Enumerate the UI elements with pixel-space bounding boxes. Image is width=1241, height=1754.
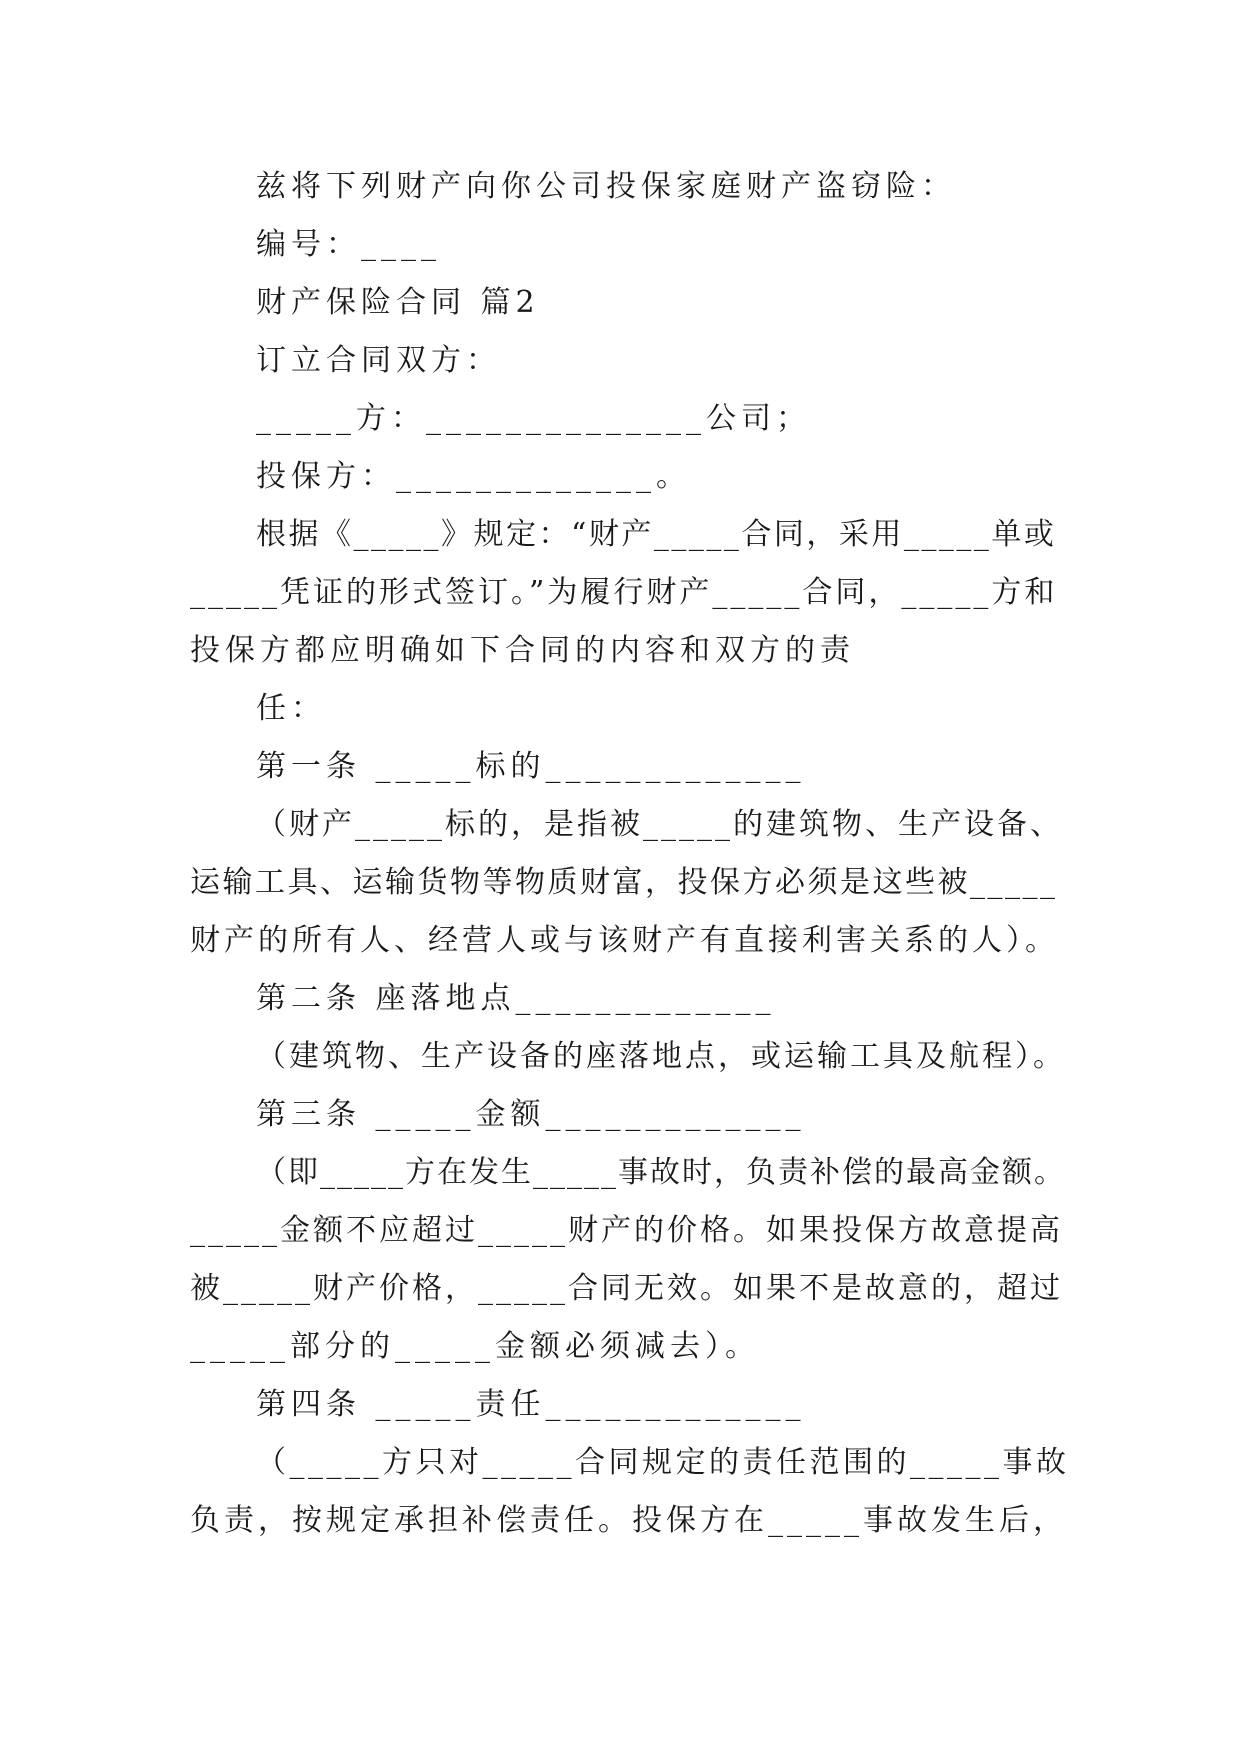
- text-line: _____方：______________公司；: [256, 401, 811, 436]
- text-line: 投保方都应明确如下合同的内容和双方的责: [190, 633, 855, 668]
- text-line: _____金额不应超过_____财产的价格。如果投保方故意提高: [190, 1213, 1063, 1248]
- text-line: _____凭证的形式签订。”为履行财产_____合同，_____方和: [190, 575, 1058, 610]
- text-line: 订立合同双方：: [256, 343, 501, 378]
- text-line: 第二条 座落地点_____________: [256, 981, 776, 1016]
- text-line: 兹将下列财产向你公司投保家庭财产盗窃险：: [256, 169, 956, 204]
- text-line: 第三条 _____金额_____________: [256, 1097, 806, 1132]
- text-line: 被_____财产价格，_____合同无效。如果不是故意的，超过: [190, 1271, 1063, 1306]
- text-line: 编号：____: [256, 227, 441, 262]
- text-line: 投保方：_____________。: [256, 459, 691, 494]
- text-line: （即_____方在发生_____事故时，负责补偿的最高金额。: [256, 1155, 1066, 1190]
- text-line: 第一条 _____标的_____________: [256, 749, 806, 784]
- text-line: 运输工具、运输货物等物质财富，投保方必须是这些被_____: [190, 865, 1058, 900]
- text-line: （建筑物、生产设备的座落地点，或运输工具及航程）。: [256, 1039, 1066, 1074]
- text-line: 财产保险合同 篇2: [256, 285, 540, 320]
- text-line: 任：: [256, 691, 326, 726]
- text-line: _____部分的_____金额必须减去）。: [190, 1329, 760, 1364]
- text-line: 根据《_____》规定：“财产_____合同，采用_____单或: [256, 517, 1057, 552]
- text-line: 负责，按规定承担补偿责任。投保方在_____事故发生后，: [190, 1503, 1067, 1538]
- text-line: 财产的所有人、经营人或与该财产有直接利害关系的人）。: [190, 923, 1059, 958]
- text-line: （_____方只对_____合同规定的责任范围的_____事故: [256, 1445, 1070, 1480]
- text-line: （财产_____标的，是指被_____的建筑物、生产设备、: [256, 807, 1063, 842]
- text-line: 第四条 _____责任_____________: [256, 1387, 806, 1422]
